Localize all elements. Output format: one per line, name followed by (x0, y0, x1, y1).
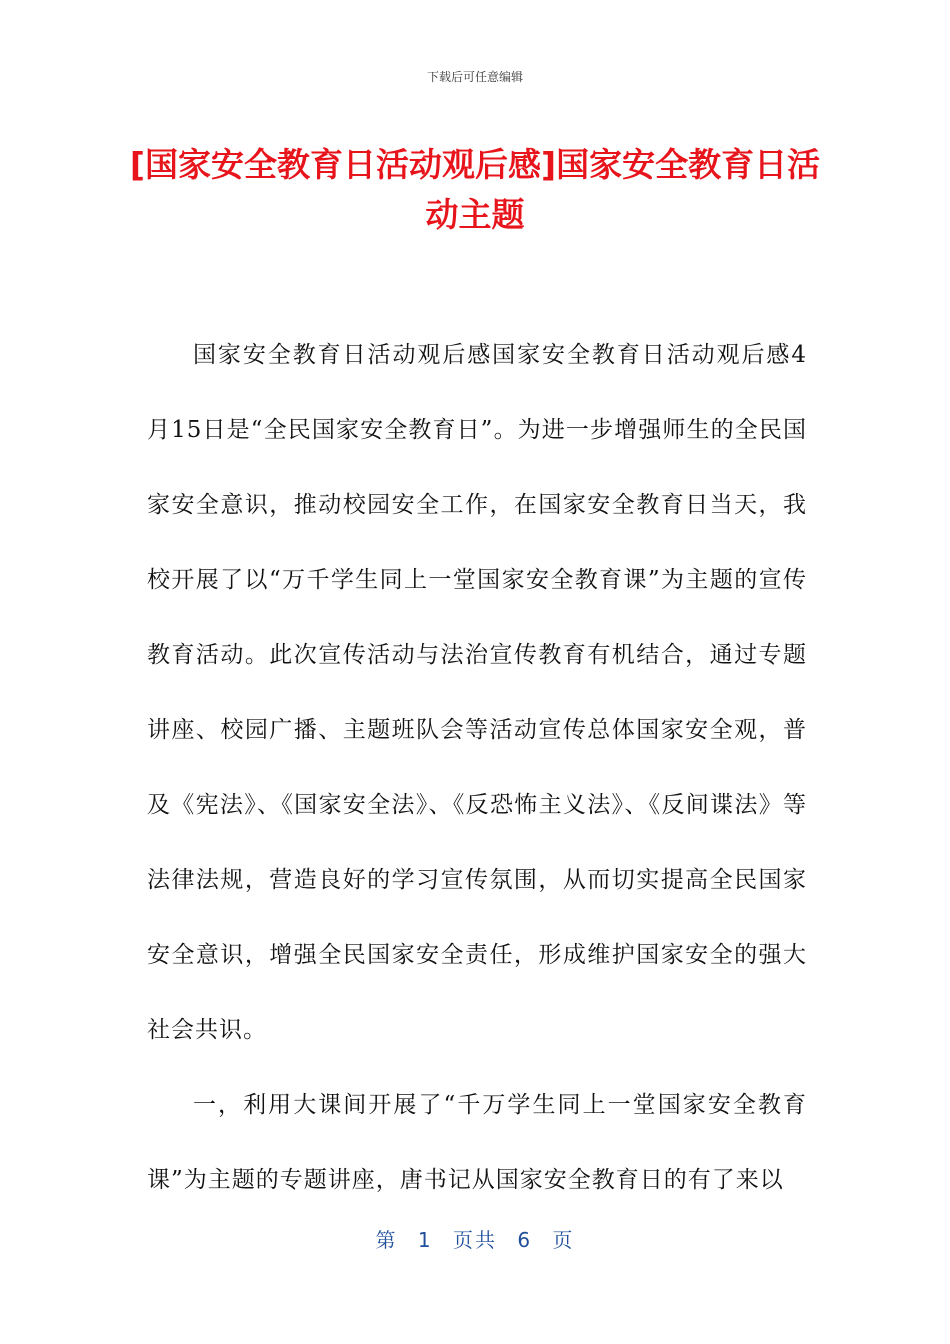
document-title: [国家安全教育日活动观后感]国家安全教育日活动主题 (129, 145, 821, 234)
page-number-footer: 第 1 页共 6 页 (375, 1228, 575, 1252)
document-body (147, 318, 807, 1218)
paragraph: 一，利用大课间开展了“千万学生同上一堂国家安全教育课”为主题的专题讲座，唐书记从国家安全教育日的有了来以 (147, 1092, 807, 1193)
header-note: 下载后可任意编辑 (426, 70, 523, 84)
paragraph: 国家安全教育日活动观后感国家安全教育日活动观后感4月15日是“全民国家安全教育日”。为进一步增强师生的全民国家安全意识，推动校园安全工作，在国家安全教育日当天，我校开展了以“万千学生同上一堂国家安全教育课”为主题的宣传教育活动。此次宣传活动与法治宣传教育有机结合，通过专题讲座、校园广播、主题班队会等活动宣传总体国家安全观，普及《宪法》、《国家安全法》、《反恐怖主义法》、《反间谍法》等法律法规，营造良好的学习宣传氛围，从而切实提高全民国家安全意识，增强全民国家安全责任，形成维护国家安全的强大社会共识。 (147, 342, 807, 1043)
